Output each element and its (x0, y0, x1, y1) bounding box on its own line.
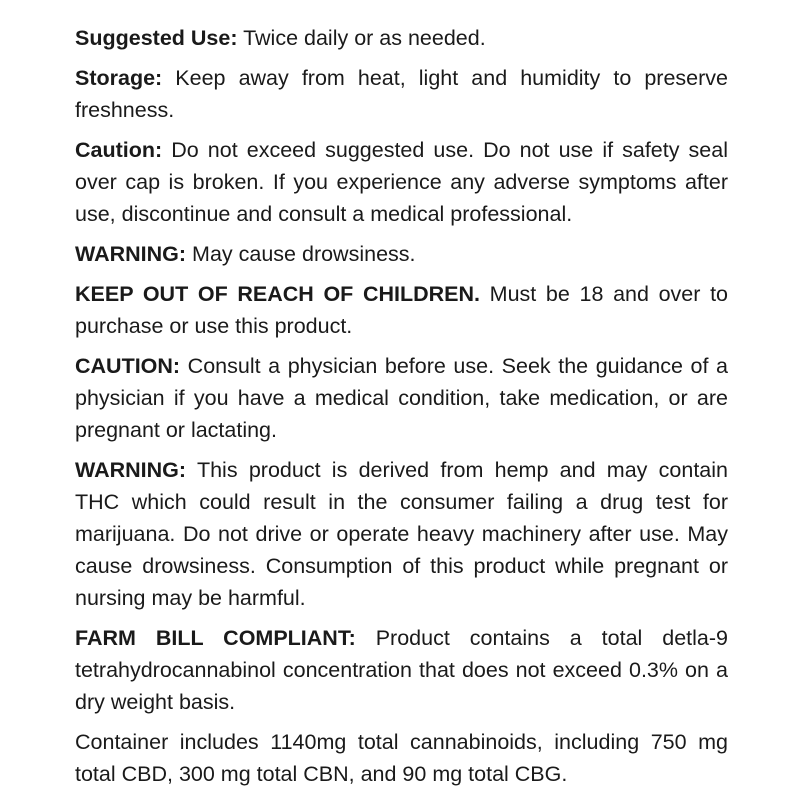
warning-thc-heading: WARNING: (75, 458, 187, 482)
container-totals-paragraph (75, 726, 728, 790)
storage-heading: Storage: (75, 66, 163, 90)
caution-heading: Caution: (75, 138, 163, 162)
suggested-use-paragraph (75, 22, 728, 54)
storage-text: Keep away from heat, light and humidity to preserve freshness. (75, 66, 728, 122)
suggested-use-heading: Suggested Use: (75, 26, 238, 50)
storage-paragraph (75, 62, 728, 126)
warning-drowsiness-paragraph (75, 238, 728, 270)
caution-physician-heading: CAUTION: (75, 354, 181, 378)
caution-physician-text: Consult a physician before use. Seek the guidance of a physician if you have a medical condition, take medication, or are pregnant or lactating. (75, 354, 728, 442)
keep-out-of-reach-text: Must be 18 and over to purchase or use this product. (75, 282, 729, 338)
farm-bill-paragraph (75, 622, 728, 718)
farm-bill-heading: FARM BILL COMPLIANT: (75, 626, 356, 650)
warning-drowsiness-heading: WARNING: (75, 242, 187, 266)
warning-thc-text: This product is derived from hemp and may contain THC which could result in the consumer failing a drug test for marijuana. Do not drive or operate heavy machinery after use. May cause drowsiness. Consumption of this product while pregnant or nursing may be harmful. (75, 458, 728, 610)
keep-out-of-reach-paragraph (75, 278, 728, 342)
product-label-text (75, 22, 728, 798)
farm-bill-text: Product contains a total detla-9 tetrahydrocannabinol concentration that does not exceed 0.3% on a dry weight basis. (75, 626, 728, 714)
warning-drowsiness-text: May cause drowsiness. (186, 242, 416, 266)
caution-paragraph (75, 134, 728, 230)
container-totals-text: Container includes 1140mg total cannabinoids, including 750 mg total CBD, 300 mg total CBN, and 90 mg total CBG. (75, 730, 728, 786)
warning-thc-paragraph (75, 454, 728, 614)
caution-physician-paragraph (75, 350, 728, 446)
caution-text: Do not exceed suggested use. Do not use if safety seal over cap is broken. If you experience any adverse symptoms after use, discontinue and consult a medical professional. (75, 138, 728, 226)
suggested-use-text: Twice daily or as needed. (237, 26, 486, 50)
keep-out-of-reach-heading: KEEP OUT OF REACH OF CHILDREN. (75, 282, 481, 306)
